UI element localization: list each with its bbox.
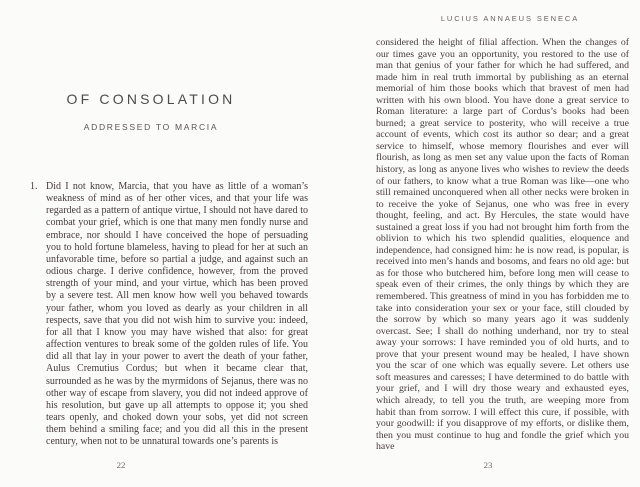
left-page-number: 22 — [116, 460, 126, 470]
chapter-subtitle: ADDRESSED TO MARCIA — [83, 122, 219, 132]
chapter-title: OF CONSOLATION — [66, 91, 236, 107]
left-page-paragraph: Did I not know, Marcia, that you have as little of a woman’s weakness of mind as of her other vices, and that your life was regarded as a pattern of antique virtue, I should not have dared to combat your grief, which is one that many men fondly nurse and embrace, nor should I have conceived the hope of persuading you to hold fortune blameless, having to plead for her at such an unfavorable time, before so partial a judge, and against such an odious charge. I derive confidence, however, from the proved strength of your mind, and your virtue, which has been proved by a severe test. All men know how well you behaved towards your father, whom you loved as dearly as your children in all respects, save that you did not wish him to survive you: indeed, for all that I know you may have wished that also: for great affection ventures to break some of the golden rules of life. You did all that lay in your power to avert the death of your father, Aulus Cremutius Cordus; but when it became clear that, surrounded as he was by the myrmidons of Sejanus, there was no other way of escape from slavery, you did not indeed approve of his resolution, but gave up all attempts to oppose it; you shed tears openly, and choked down your sobs, yet did not screen them behind a smiling face; and you did all this in the present century, when not to be unnatural towards one’s parents is — [46, 181, 308, 448]
section-number: 1. — [30, 181, 38, 192]
left-page-body — [30, 181, 308, 448]
right-page — [320, 0, 640, 487]
running-header: LUCIUS ANNAEUS SENECA — [440, 14, 580, 23]
right-page-number: 23 — [483, 460, 493, 470]
right-page-paragraph: considered the height of filial affection. When the changes of our times gave you an opportunity, you restored to the use of man that genius of your father for which he had suffered, and made him in real truth immortal by publishing as an eternal memorial of him those books which that bravest of men had written with his own blood. You have done a great service to Roman literature: a large part of Cordus’s books had been burned; a great service to posterity, who will receive a true account of events, which cost its author so dear; and a great service to himself, whose memory flourishes and ever will flourish, as long as men set any value upon the facts of Roman history, as long as anyone lives who wishes to review the deeds of our fathers, to know what a true Roman was like—one who still remained unconquered when all other necks were broken in to receive the yoke of Sejanus, one who was free in every thought, feeling, and act. By Hercules, the state would have sustained a great loss if you had not brought him forth from the oblivion to which his two splendid qualities, eloquence and independence, had consigned him: he is now read, is popular, is received into men’s hands and bosoms, and fears no old age: but as for those who butchered him, before long men will cease to speak even of their crimes, the only things by which they are remembered. This greatness of mind in you has forbidden me to take into consideration your sex or your face, still clouded by the sorrow by which so many years ago it was suddenly overcast. See; I shall do nothing underhand, nor try to steal away your sorrows: I have reminded you of old hurts, and to prove that your present wound may be healed, I have shown you the scar of one which was equally severe. Let others use soft measures and caresses; I have determined to do battle with your grief, and I will dry those weary and exhausted eyes, which already, to tell you the truth, are weeping more from habit than from sorrow. I will effect this cure, if possible, with your goodwill: if you disapprove of my efforts, or dislike them, then you must continue to hug and fondle the grief which you have — [376, 37, 629, 453]
